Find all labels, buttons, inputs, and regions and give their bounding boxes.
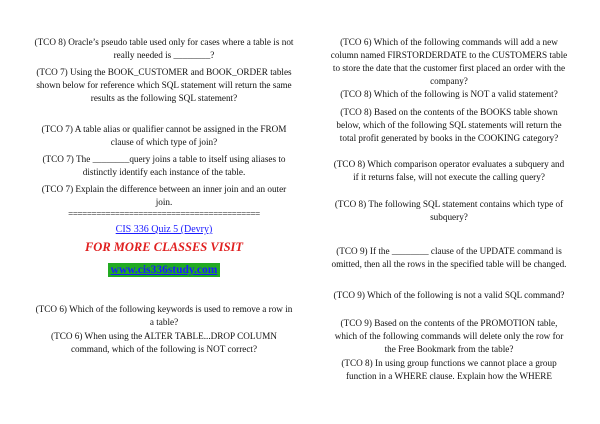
question-tco6-add-column: (TCO 6) Which of the following commands will add a new column named FIRSTORDERDATE to the CUSTOMERS table to store the date that the customer first placed an order with the company?	[330, 37, 568, 86]
question-tco7-self-join: (TCO 7) The ________query joins a table to itself using aliases to distinctly identify each instance of the table.	[42, 154, 286, 177]
quiz-link[interactable]: CIS 336 Quiz 5 (Devry)	[115, 224, 213, 235]
question-tco9-update-clause: (TCO 9) If the ________ clause of the UPDATE command is omitted, then all the rows in the specified table will be changed.	[331, 246, 567, 269]
question-tco7-table-alias: (TCO 7) A table alias or qualifier cannot be assigned in the FROM clause of which type of join?	[41, 124, 287, 147]
promo-text: FOR MORE CLASSES VISIT	[84, 240, 244, 254]
question-tco8-books-profit: (TCO 8) Based on the contents of the BOOKS table shown below, which of the following SQL statements will return the total profit generated by books in the COOKING category?	[336, 107, 562, 143]
question-tco8-not-valid: (TCO 8) Which of the following is NOT a valid statement?	[340, 89, 558, 99]
site-link-wrap	[34, 260, 294, 278]
question-tco7-book-customer: (TCO 7) Using the BOOK_CUSTOMER and BOOK_ORDER tables shown below for reference which SQL statement will return the same results as the following SQL statement?	[36, 67, 292, 103]
question-tco7-inner-outer-join: (TCO 7) Explain the difference between an inner join and an outer join.	[41, 184, 287, 207]
question-tco9-promotion-delete: (TCO 9) Based on the contents of the PROMOTION table, which of the following commands will delete only the row for the Free Bookmark from the table?	[334, 318, 564, 354]
question-tco6-remove-row: (TCO 6) Which of the following keywords is used to remove a row in a table?	[35, 304, 293, 327]
separator-line: =========================================	[68, 209, 260, 219]
question-tco9-invalid-command: (TCO 9) Which of the following is not a valid SQL command?	[333, 290, 565, 300]
question-tco8-comparison-operator: (TCO 8) Which comparison operator evaluates a subquery and if it returns false, will not execute the calling query?	[333, 159, 565, 182]
question-tco8-group-functions: (TCO 8) In using group functions we cannot place a group function in a WHERE clause. Explain how the WHERE	[341, 358, 557, 381]
question-tco6-drop-column: (TCO 6) When using the ALTER TABLE...DROP COLUMN command, which of the following is NOT correct?	[51, 331, 277, 354]
question-tco8-pseudo-table: (TCO 8) Oracle’s pseudo table used only for cases where a table is not really needed is ________?	[34, 37, 294, 60]
site-link[interactable]: www.cis336study.com	[108, 263, 221, 277]
question-tco8-subquery-type: (TCO 8) The following SQL statement contains which type of subquery?	[334, 199, 564, 222]
